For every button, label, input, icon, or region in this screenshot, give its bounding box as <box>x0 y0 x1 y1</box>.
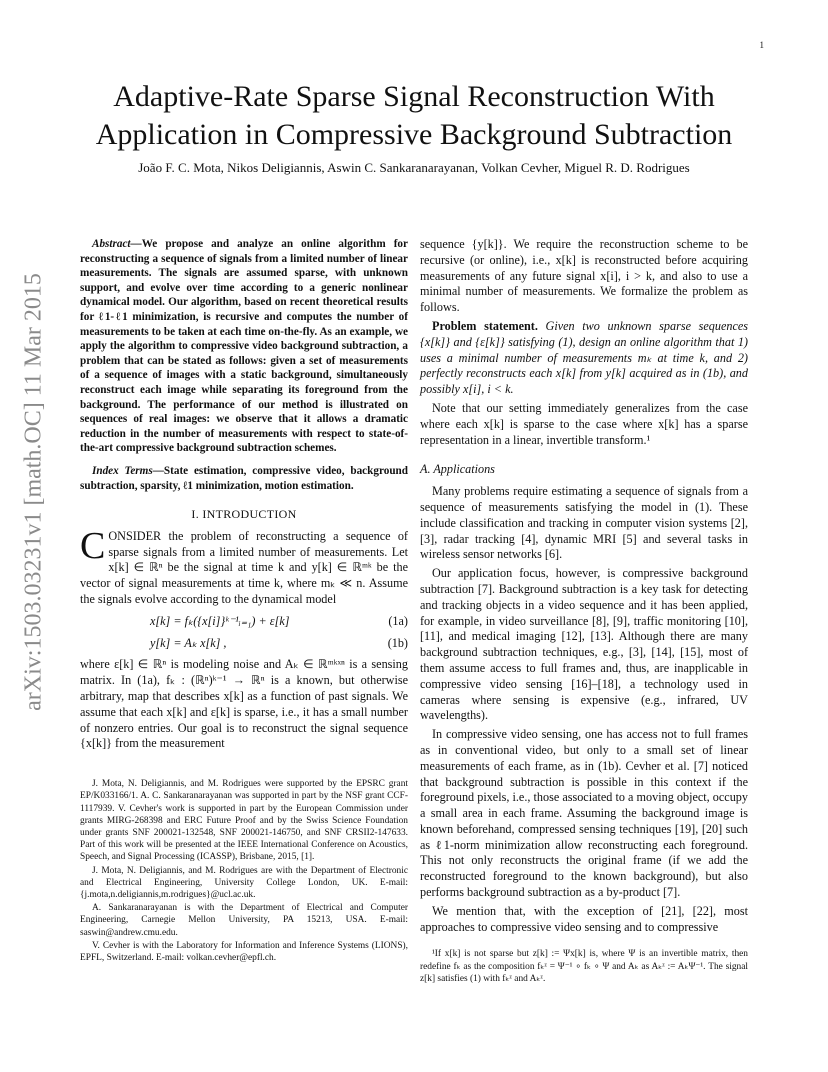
footnote-ucl: J. Mota, N. Deligiannis, and M. Rodrigues are with the Department of Electronic and Electrical Engineering, University College London, UK. E-mail: {j.mota,n.deligiannis,m.rodrigues}@ucl.ac.uk. <box>80 865 408 901</box>
problem-statement <box>420 319 748 398</box>
paper-title <box>0 78 828 154</box>
right-paragraph-1: sequence {y[k]}. We require the reconstruction scheme to be recursive (or online), i.e., x[k] is reconstructed before acquiring measurements of any future signal x[i], i > k, and also to use a minimal number of measurements. We formalize the problem as follows. <box>420 237 748 315</box>
equation-1b-body: y[k] = Aₖ x[k] , <box>150 635 227 650</box>
abstract-text: We propose and analyze an online algorithm for reconstructing a sequence of signals from a limited number of linear measurements. The signals are assumed sparse, with unknown support, and evolve over time according to a generic nonlinear dynamical model. Our algorithm, based on recent theoretical results for ℓ1-ℓ1 minimization, is recursive and computes the number of measurements to be taken at each time on-the-fly. As an example, we apply the algorithm to compressive video background subtraction, a problem that can be stated as follows: given a set of measurements of a sequence of images with a static background, simultaneously reconstruct each image while separating its foreground from the background. The performance of our method is illustrated on sequences of real images: we observe that it allows a dramatic reduction in the number of measurements with respect to state-of-the-art compressive background subtraction schemes. <box>80 238 408 455</box>
author-list: João F. C. Mota, Nikos Deligiannis, Aswin C. Sankaranarayanan, Volkan Cevher, Miguel R. D. Rodrigues <box>138 160 690 175</box>
equation-1a <box>80 614 408 630</box>
equation-1a-number: (1a) <box>388 613 408 628</box>
equation-1b <box>80 636 408 652</box>
abstract <box>80 237 408 456</box>
right-paragraph-3: Note that our setting immediately generalizes from the case where each x[k] is sparse to the case where x[k] has a sparse representation in a linear, invertible transform.¹ <box>420 400 748 447</box>
right-column <box>420 237 748 989</box>
footnote-cmu: A. Sankaranarayanan is with the Department of Electrical and Computer Engineering, Carnegie Mellon University, PA 15213, USA. E-mail: saswin@andrew.cmu.edu. <box>80 903 408 938</box>
right-paragraph-7: We mention that, with the exception of [21], [22], most approaches to compressive video sensing and to compressive <box>420 903 748 934</box>
right-paragraph-6: In compressive video sensing, one has access not to full frames as in conventional video, but only to a small set of linear measurements of each frame, as in (1b). Cevher et al. [7] noticed that background subtraction is possible in this context if the foreground pixels, i.e., those associated to a moving object, occupy a small area in each frame. Assuming the background image is known beforehand, compressed sensing techniques [19], [20] such as ℓ1-norm minimization allow reconstructing each foreground. This not only reconstructs the original frame (if we add the reconstructed foreground to the known background), but also performs background subtraction as a by-product [7]. <box>420 727 748 900</box>
index-terms-text: State estimation, compressive video, background subtraction, sparsity, ℓ1 minimization, motion estimation. <box>80 464 408 492</box>
equation-1a-body: x[k] = fₖ({x[i]}ᵏ⁻¹ᵢ₌₁) + ε[k] <box>150 613 290 628</box>
footnote-epfl: V. Cevher is with the Laboratory for Information and Inference Systems (LIONS), EPFL, Switzerland. E-mail: volkan.cevher@epfl.ch. <box>80 940 408 964</box>
section-heading-introduction: I. INTRODUCTION <box>191 507 297 522</box>
equation-1b-number: (1b) <box>387 635 408 650</box>
footnote-funding: J. Mota, N. Deligiannis, and M. Rodrigues were supported by the EPSRC grant EP/K033166/1. A. C. Sankaranarayanan was supported in part by the NSF grant CCF-1117939. V. Cevher's work is supported in part by the European Commission under grants MIRG-268398 and ERC Future Proof and by the Swiss Science Foundation under grants SNF 200021-132548, SNF 200021-146750, and SNF CRSII2-147633. Part of this work will be presented at the IEEE International Conference on Acoustics, Speech, and Signal Processing (ICASSP), Brisbane, 2015, [1]. <box>80 779 408 863</box>
title-line-1: Adaptive-Rate Sparse Signal Reconstruction With <box>113 80 715 113</box>
drop-cap: C <box>80 524 106 567</box>
intro-paragraph-1-text: ONSIDER the problem of reconstructing a sequence of sparse signals from a limited number of measurements. Let x[k] ∈ ℝⁿ be the signal at time k and y[k] ∈ ℝᵐᵏ be the vector of signal measurements at time k, where mₖ ≪ n. Assume the signals evolve according to the dynamical model <box>80 528 408 607</box>
footnote-1: ¹If x[k] is not sparse but z[k] := Ψx[k] is, where Ψ is an invertible matrix, then redefine fₖ as the composition fₖᶻ = Ψ⁻¹ ∘ fₖ ∘ Ψ and Aₖ as Aₖᶻ := AₖΨ⁻¹. The signal z[k] satisfies (1) with fₖᶻ and Aₖᶻ. <box>420 949 748 985</box>
intro-paragraph-2: where ε[k] ∈ ℝⁿ is modeling noise and Aₖ ∈ ℝᵐᵏˣⁿ is a sensing matrix. In (1a), fₖ : (ℝⁿ)ᵏ⁻¹ → ℝⁿ is a known, but otherwise arbitrary, map that describes x[k] as a function of past signals. We assume that each x[k] and ε[k] is sparse, i.e., it has a small number of nonzero entries. Our goal is to reconstruct the signal sequence {x[k]} from the measurement <box>80 657 408 751</box>
arxiv-id: arXiv:1503.03231v1 [math.OC] 11 Mar 2015 <box>20 273 47 711</box>
index-terms-label: Index Terms— <box>92 464 164 477</box>
left-column <box>80 237 408 965</box>
title-line-2: Application in Compressive Background Subtraction <box>95 118 733 151</box>
index-terms <box>80 464 408 493</box>
abstract-label: Abstract— <box>92 238 142 250</box>
page-number: 1 <box>759 40 764 50</box>
right-paragraph-5: Our application focus, however, is compressive background subtraction [7]. Background subtraction is a key task for detecting and tracking objects in a video sequence and it has been applied, for example, in video surveillance [8], [9], traffic monitoring [10], [11], and medical imaging [12], [13]. Although there are many background subtraction techniques, e.g., [3], [14], [15], most of them assume access to full frames and, thus, are inapplicable in compressive video sensing [16]–[18], a technology used in cameras where sensing is expensive (e.g., infrared, UV wavelengths). <box>420 566 748 723</box>
problem-statement-label: Problem statement. <box>432 318 538 333</box>
subsection-applications: A. Applications <box>420 462 495 477</box>
intro-paragraph-1 <box>80 524 408 608</box>
right-paragraph-4: Many problems require estimating a sequence of signals from a sequence of measurements satisfying the model in (1). These include classification and tracking in computer vision systems [2], [3], radar tracking [4], dynamic MRI [5] and several tasks in wireless sensor networks [6]. <box>420 484 748 562</box>
problem-statement-text: Given two unknown sparse sequences {x[k]} and {ε[k]} satisfying (1), design an online algorithm that 1) uses a minimal number of measurements mₖ at time k, and 2) perfectly reconstructs each x[k] from y[k] acquired as in (1b), and possibly x[i], i < k. <box>420 318 749 397</box>
arxiv-side-stamp <box>20 232 48 752</box>
affiliation-footnotes <box>80 778 408 964</box>
